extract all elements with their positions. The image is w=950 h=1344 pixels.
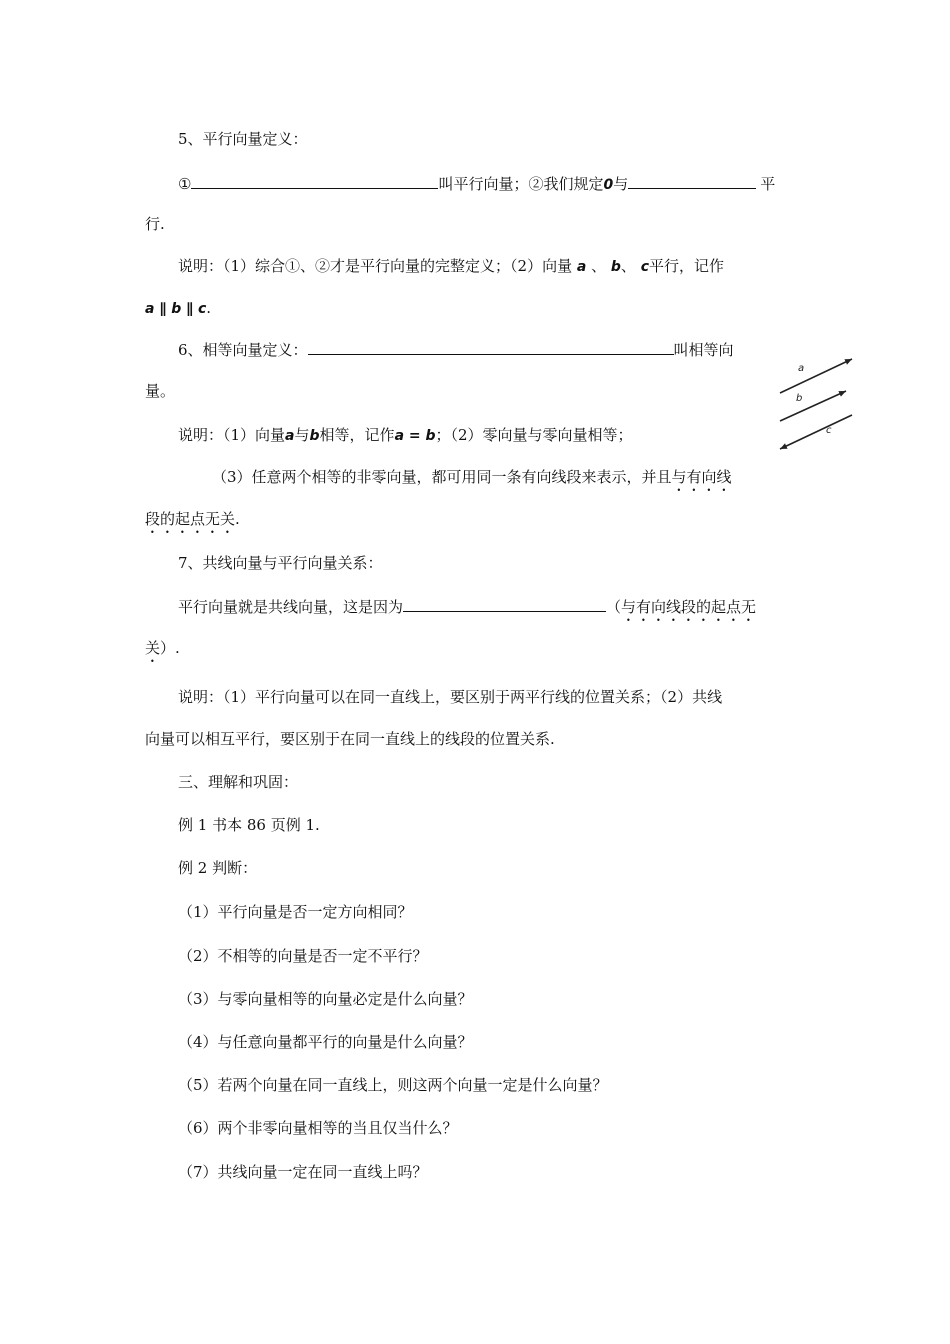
section-5-definition-line: ① 叫平行向量；②我们规定0与 平: [178, 175, 776, 193]
zero-vector-symbol: 0: [603, 177, 614, 193]
vector-b-arrow: [780, 391, 846, 421]
question-item: （4）与任意向量都平行的向量是什么向量？: [178, 1033, 473, 1051]
section-7-line-cont: 关）.: [145, 639, 180, 657]
example-2: 例 2 判断：: [178, 859, 258, 877]
section-5-note: 说明：（1）综合①、②才是平行向量的完整定义；（2）向量 a 、 b、 c平行，记作: [178, 257, 725, 275]
section-6-note: 说明：（1）向量a与b相等，记作a = b；（2）零向量与零向量相等；: [178, 426, 633, 444]
question-item: （6）两个非零向量相等的当且仅当什么？: [178, 1119, 458, 1137]
fill-blank-1[interactable]: [191, 174, 438, 189]
vector-c-arrow: [780, 415, 852, 449]
section-5-definition-cont: 行.: [145, 215, 165, 233]
section-7-title: 7、共线向量与平行向量关系：: [178, 554, 383, 572]
section-6-title-line: 6、相等向量定义： 叫相等向: [178, 341, 734, 359]
section-3-title: 三、理解和巩固：: [178, 773, 299, 791]
question-item: （5）若两个向量在同一直线上，则这两个向量一定是什么向量？: [178, 1076, 608, 1094]
section-7-line: 平行向量就是共线向量，这是因为 （与有向线段的起点无: [178, 598, 757, 616]
example-1: 例 1 书本 86 页例 1.: [178, 816, 320, 834]
fill-blank-3[interactable]: [308, 340, 674, 355]
fill-blank-2[interactable]: [628, 174, 756, 189]
question-item: （3）与零向量相等的向量必定是什么向量？: [178, 990, 473, 1008]
question-item: （7）共线向量一定在同一直线上吗？: [178, 1163, 428, 1181]
vector-a-label: a: [798, 363, 805, 374]
fill-blank-4[interactable]: [403, 597, 606, 612]
question-item: （2）不相等的向量是否一定不平行？: [178, 947, 428, 965]
parallel-notation: a ∥ b ∥ c: [145, 301, 207, 317]
section-7-note-2: 向量可以相互平行，要区别于在同一直线上的线段的位置关系.: [145, 730, 555, 748]
section-7-note-1: 说明：（1）平行向量可以在同一直线上，要区别于两平行线的位置关系；（2）共线: [178, 688, 723, 706]
emphasis-text: 关: [145, 639, 161, 657]
section-6-note-3: （3）任意两个相等的非零向量，都可用同一条有向线段来表示，并且与有向线: [212, 468, 732, 486]
section-6-note-3-cont: 段的起点无关.: [145, 510, 240, 528]
emphasis-text: 段的起点无关: [145, 510, 236, 528]
parallel-vectors-figure: [776, 355, 856, 455]
section-5-title: 5、平行向量定义：: [178, 130, 308, 148]
vector-a-arrow: [780, 359, 852, 393]
equal-notation: a = b: [394, 428, 436, 444]
vector-b-label: b: [796, 393, 803, 404]
section-6-title-cont: 量。: [145, 382, 176, 400]
question-item: （1）平行向量是否一定方向相同？: [178, 903, 413, 921]
section-5-note-cont: a ∥ b ∥ c.: [145, 299, 212, 317]
emphasis-text: 与有向线: [671, 468, 732, 486]
vector-c-label: c: [826, 425, 832, 436]
emphasis-text: 与有向线段的起点无: [621, 598, 757, 616]
